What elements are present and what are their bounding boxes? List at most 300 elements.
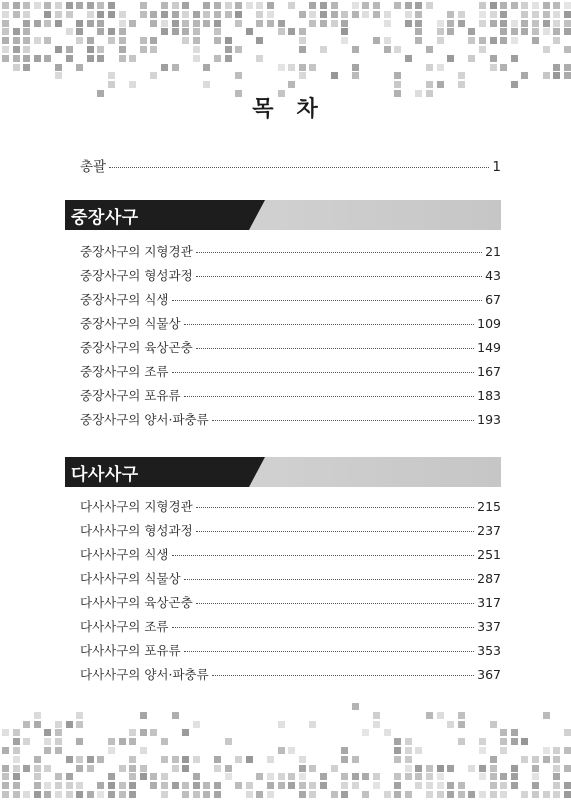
pattern-square	[2, 2, 9, 9]
pattern-square	[543, 28, 550, 35]
section-header-label: 다사사구	[71, 465, 139, 485]
toc-entry-page: 237	[477, 523, 501, 538]
toc-entry[interactable]	[80, 386, 501, 404]
pattern-square	[394, 756, 401, 763]
pattern-square	[553, 2, 560, 9]
pattern-square	[87, 2, 94, 9]
pattern-square	[532, 782, 539, 789]
pattern-square	[182, 791, 189, 798]
pattern-square	[246, 2, 253, 9]
pattern-square	[437, 773, 444, 780]
toc-entry[interactable]	[80, 641, 501, 659]
pattern-square	[13, 756, 20, 763]
pattern-square	[447, 791, 454, 798]
pattern-square	[405, 773, 412, 780]
pattern-square	[309, 721, 316, 728]
pattern-square	[468, 765, 475, 772]
pattern-square	[235, 11, 242, 18]
pattern-square	[352, 773, 359, 780]
pattern-square	[458, 721, 465, 728]
pattern-square	[320, 46, 327, 53]
pattern-square	[119, 20, 126, 27]
pattern-square	[193, 791, 200, 798]
pattern-square	[129, 729, 136, 736]
pattern-square	[352, 782, 359, 789]
pattern-square	[150, 20, 157, 27]
pattern-square	[532, 11, 539, 18]
pattern-square	[225, 773, 232, 780]
pattern-square	[119, 782, 126, 789]
pattern-square	[108, 747, 115, 754]
pattern-square	[150, 72, 157, 79]
pattern-square	[246, 756, 253, 763]
pattern-square	[278, 773, 285, 780]
pattern-square	[34, 20, 41, 27]
pattern-square	[97, 11, 104, 18]
pattern-square	[246, 791, 253, 798]
dot-leader	[172, 372, 475, 373]
toc-entry-label: 다사사구의 형성과정	[80, 523, 193, 538]
pattern-square	[172, 765, 179, 772]
pattern-square	[193, 721, 200, 728]
pattern-square	[278, 782, 285, 789]
toc-entry[interactable]	[80, 314, 501, 332]
pattern-square	[437, 712, 444, 719]
pattern-square	[331, 765, 338, 772]
pattern-square	[426, 46, 433, 53]
toc-entry[interactable]	[80, 266, 501, 284]
pattern-square	[214, 11, 221, 18]
toc-entry[interactable]	[80, 497, 501, 515]
pattern-square	[87, 765, 94, 772]
pattern-square	[309, 20, 316, 27]
pattern-square	[458, 81, 465, 88]
pattern-square	[490, 721, 497, 728]
pattern-square	[182, 37, 189, 44]
pattern-square	[34, 37, 41, 44]
pattern-square	[66, 782, 73, 789]
pattern-square	[13, 729, 20, 736]
pattern-square	[55, 20, 62, 27]
pattern-square	[129, 55, 136, 62]
dot-leader	[212, 675, 474, 676]
pattern-square	[34, 2, 41, 9]
pattern-square	[267, 782, 274, 789]
dot-leader	[196, 276, 482, 277]
pattern-square	[97, 2, 104, 9]
decorative-pattern-bottom	[0, 700, 571, 800]
pattern-square	[182, 756, 189, 763]
pattern-square	[267, 773, 274, 780]
pattern-square	[76, 738, 83, 745]
pattern-square	[278, 64, 285, 71]
pattern-square	[553, 64, 560, 71]
pattern-square	[23, 721, 30, 728]
section-header	[65, 457, 501, 487]
toc-entry[interactable]	[80, 290, 501, 308]
pattern-square	[511, 28, 518, 35]
pattern-square	[532, 791, 539, 798]
toc-entry-label: 중장사구의 지형경관	[80, 244, 193, 259]
pattern-square	[437, 37, 444, 44]
toc-entry[interactable]	[80, 410, 501, 428]
pattern-square	[23, 20, 30, 27]
pattern-square	[182, 20, 189, 27]
pattern-square	[479, 747, 486, 754]
pattern-square	[172, 712, 179, 719]
pattern-square	[203, 2, 210, 9]
pattern-square	[521, 791, 528, 798]
pattern-square	[87, 756, 94, 763]
pattern-square	[532, 773, 539, 780]
pattern-square	[66, 55, 73, 62]
pattern-square	[511, 81, 518, 88]
pattern-square	[66, 773, 73, 780]
pattern-square	[500, 738, 507, 745]
pattern-square	[256, 773, 263, 780]
pattern-square	[447, 20, 454, 27]
pattern-square	[521, 11, 528, 18]
pattern-square	[225, 55, 232, 62]
pattern-square	[426, 773, 433, 780]
pattern-square	[352, 756, 359, 763]
pattern-square	[119, 11, 126, 18]
pattern-square	[394, 2, 401, 9]
pattern-square	[108, 72, 115, 79]
pattern-square	[341, 11, 348, 18]
pattern-square	[129, 81, 136, 88]
pattern-square	[193, 11, 200, 18]
pattern-square	[373, 721, 380, 728]
pattern-square	[553, 765, 560, 772]
pattern-square	[182, 765, 189, 772]
toc-entry-page: 287	[477, 571, 501, 586]
pattern-square	[119, 791, 126, 798]
pattern-square	[500, 2, 507, 9]
pattern-square	[34, 756, 41, 763]
pattern-square	[44, 2, 51, 9]
pattern-square	[140, 712, 147, 719]
pattern-square	[309, 765, 316, 772]
toc-entry[interactable]	[80, 362, 501, 380]
pattern-square	[2, 791, 9, 798]
pattern-square	[415, 37, 422, 44]
pattern-square	[161, 2, 168, 9]
pattern-square	[415, 747, 422, 754]
pattern-square	[76, 28, 83, 35]
toc-entry[interactable]	[80, 545, 501, 563]
pattern-square	[97, 756, 104, 763]
pattern-square	[373, 2, 380, 9]
pattern-square	[543, 2, 550, 9]
pattern-square	[405, 11, 412, 18]
pattern-square	[13, 2, 20, 9]
pattern-square	[405, 791, 412, 798]
pattern-square	[511, 20, 518, 27]
pattern-square	[500, 11, 507, 18]
pattern-square	[479, 791, 486, 798]
pattern-square	[140, 747, 147, 754]
title-char: 차	[296, 97, 319, 122]
pattern-square	[490, 782, 497, 789]
toc-entry[interactable]	[80, 338, 501, 356]
pattern-square	[490, 20, 497, 27]
pattern-square	[13, 747, 20, 754]
pattern-square	[214, 55, 221, 62]
pattern-square	[256, 20, 263, 27]
pattern-square	[150, 773, 157, 780]
pattern-square	[384, 20, 391, 27]
pattern-square	[373, 712, 380, 719]
pattern-square	[299, 756, 306, 763]
pattern-square	[203, 791, 210, 798]
dot-leader	[184, 579, 475, 580]
toc-entry-label: 중장사구의 형성과정	[80, 268, 193, 283]
toc-entry[interactable]	[80, 617, 501, 635]
pattern-square	[203, 11, 210, 18]
pattern-square	[362, 11, 369, 18]
pattern-square	[309, 64, 316, 71]
pattern-square	[521, 72, 528, 79]
toc-entry-page: 149	[477, 340, 501, 355]
pattern-square	[225, 765, 232, 772]
pattern-square	[119, 37, 126, 44]
pattern-square	[490, 756, 497, 763]
title-char: 목	[252, 97, 275, 122]
toc-entry-label: 다사사구의 식생	[80, 547, 169, 562]
pattern-square	[352, 703, 359, 710]
toc-entry-page: 317	[477, 595, 501, 610]
pattern-square	[256, 2, 263, 9]
pattern-square	[225, 46, 232, 53]
pattern-square	[490, 64, 497, 71]
pattern-square	[150, 46, 157, 53]
pattern-square	[235, 20, 242, 27]
pattern-square	[331, 72, 338, 79]
pattern-square	[564, 28, 571, 35]
pattern-square	[66, 756, 73, 763]
pattern-square	[309, 2, 316, 9]
toc-entry-label: 다사사구의 육상곤충	[80, 595, 193, 610]
pattern-square	[352, 64, 359, 71]
pattern-square	[500, 64, 507, 71]
pattern-square	[288, 747, 295, 754]
pattern-square	[150, 11, 157, 18]
pattern-square	[203, 81, 210, 88]
pattern-square	[267, 756, 274, 763]
pattern-square	[521, 2, 528, 9]
pattern-square	[543, 756, 550, 763]
pattern-square	[384, 11, 391, 18]
pattern-square	[161, 20, 168, 27]
pattern-square	[23, 46, 30, 53]
pattern-square	[2, 747, 9, 754]
pattern-square	[225, 2, 232, 9]
pattern-square	[23, 2, 30, 9]
pattern-square	[13, 738, 20, 745]
pattern-square	[193, 37, 200, 44]
pattern-square	[362, 729, 369, 736]
pattern-square	[405, 765, 412, 772]
pattern-square	[320, 782, 327, 789]
pattern-square	[299, 782, 306, 789]
pattern-square	[490, 2, 497, 9]
pattern-square	[108, 2, 115, 9]
pattern-square	[278, 20, 285, 27]
pattern-square	[458, 20, 465, 27]
pattern-square	[256, 791, 263, 798]
pattern-square	[87, 37, 94, 44]
pattern-square	[437, 20, 444, 27]
pattern-square	[23, 738, 30, 745]
pattern-square	[309, 791, 316, 798]
toc-entry[interactable]	[80, 593, 501, 611]
pattern-square	[447, 765, 454, 772]
pattern-square	[2, 773, 9, 780]
pattern-square	[426, 782, 433, 789]
pattern-square	[384, 37, 391, 44]
pattern-square	[352, 11, 359, 18]
pattern-square	[500, 773, 507, 780]
pattern-square	[426, 81, 433, 88]
pattern-square	[66, 2, 73, 9]
pattern-square	[13, 791, 20, 798]
pattern-square	[373, 11, 380, 18]
pattern-square	[161, 11, 168, 18]
toc-entry-overview[interactable]	[80, 155, 501, 175]
dot-leader	[184, 324, 475, 325]
toc-entry-label: 다사사구의 양서·파충류	[80, 667, 209, 682]
pattern-square	[97, 782, 104, 789]
toc-entry-page: 1	[492, 159, 501, 175]
pattern-square	[2, 11, 9, 18]
pattern-square	[500, 20, 507, 27]
pattern-square	[500, 37, 507, 44]
pattern-square	[76, 64, 83, 71]
pattern-square	[44, 791, 51, 798]
pattern-square	[479, 773, 486, 780]
pattern-square	[341, 773, 348, 780]
dot-leader	[172, 300, 483, 301]
pattern-square	[511, 765, 518, 772]
pattern-square	[2, 55, 9, 62]
pattern-square	[405, 756, 412, 763]
pattern-square	[553, 28, 560, 35]
pattern-square	[172, 782, 179, 789]
pattern-square	[500, 747, 507, 754]
pattern-square	[161, 738, 168, 745]
pattern-square	[532, 28, 539, 35]
pattern-square	[34, 782, 41, 789]
pattern-square	[500, 28, 507, 35]
pattern-square	[55, 773, 62, 780]
pattern-square	[13, 765, 20, 772]
pattern-square	[521, 756, 528, 763]
pattern-square	[55, 747, 62, 754]
pattern-square	[193, 55, 200, 62]
pattern-square	[66, 11, 73, 18]
pattern-square	[490, 55, 497, 62]
pattern-square	[543, 791, 550, 798]
pattern-square	[288, 28, 295, 35]
pattern-square	[320, 2, 327, 9]
toc-entry-page: 167	[477, 364, 501, 379]
pattern-square	[553, 37, 560, 44]
pattern-square	[172, 28, 179, 35]
pattern-square	[405, 2, 412, 9]
pattern-square	[415, 2, 422, 9]
toc-entry-label: 중장사구의 육상곤충	[80, 340, 193, 355]
pattern-square	[150, 729, 157, 736]
pattern-square	[341, 747, 348, 754]
pattern-square	[564, 20, 571, 27]
pattern-square	[13, 11, 20, 18]
pattern-square	[426, 712, 433, 719]
pattern-square	[193, 46, 200, 53]
pattern-square	[76, 756, 83, 763]
toc-entry-page: 43	[485, 268, 501, 283]
pattern-square	[405, 20, 412, 27]
pattern-square	[235, 72, 242, 79]
pattern-square	[140, 729, 147, 736]
pattern-square	[553, 756, 560, 763]
toc-entry-label: 다사사구의 조류	[80, 619, 169, 634]
pattern-square	[288, 782, 295, 789]
pattern-square	[437, 28, 444, 35]
pattern-square	[447, 782, 454, 789]
pattern-square	[235, 756, 242, 763]
pattern-square	[415, 11, 422, 18]
pattern-square	[362, 791, 369, 798]
pattern-square	[532, 765, 539, 772]
pattern-square	[44, 20, 51, 27]
pattern-square	[309, 782, 316, 789]
pattern-square	[161, 782, 168, 789]
pattern-square	[267, 2, 274, 9]
page-title	[0, 92, 571, 123]
pattern-square	[511, 55, 518, 62]
pattern-square	[437, 81, 444, 88]
dot-leader	[212, 420, 474, 421]
pattern-square	[182, 2, 189, 9]
pattern-square	[426, 765, 433, 772]
dot-leader	[196, 603, 474, 604]
pattern-square	[44, 37, 51, 44]
pattern-square	[553, 773, 560, 780]
pattern-square	[468, 28, 475, 35]
pattern-square	[140, 2, 147, 9]
pattern-square	[108, 791, 115, 798]
pattern-square	[373, 773, 380, 780]
pattern-square	[500, 782, 507, 789]
pattern-square	[479, 738, 486, 745]
pattern-square	[34, 721, 41, 728]
pattern-square	[341, 791, 348, 798]
pattern-square	[13, 37, 20, 44]
pattern-square	[172, 20, 179, 27]
toc-entry[interactable]	[80, 521, 501, 539]
pattern-square	[2, 20, 9, 27]
dot-leader	[109, 167, 489, 168]
pattern-square	[511, 729, 518, 736]
toc-entry[interactable]	[80, 665, 501, 683]
toc-entry[interactable]	[80, 242, 501, 260]
toc-entry[interactable]	[80, 569, 501, 587]
pattern-square	[490, 791, 497, 798]
pattern-square	[2, 37, 9, 44]
pattern-square	[235, 782, 242, 789]
pattern-square	[119, 28, 126, 35]
